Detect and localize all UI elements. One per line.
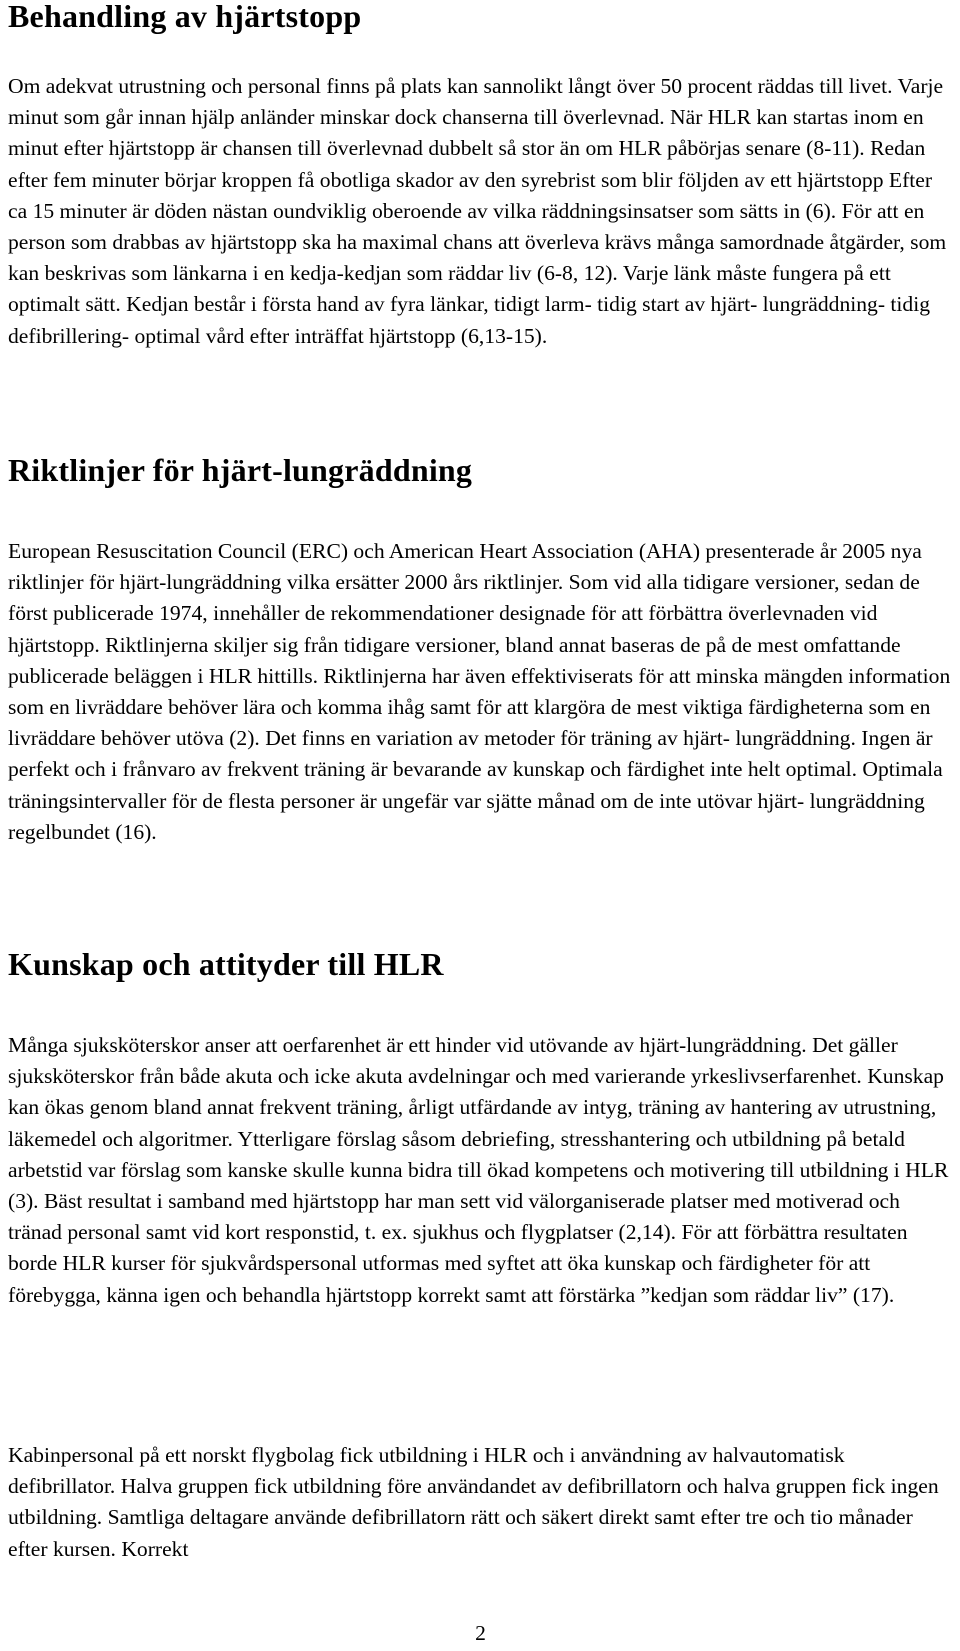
section-heading-riktlinjer: Riktlinjer för hjärt-lungräddning — [8, 452, 473, 488]
paragraph-behandling: Om adekvat utrustning och personal finns på plats kan sannolikt långt över 50 procent räddas till livet. Varje minut som går innan hjälp anländer minskar dock chanserna till överlevnad. När HLR kan startas inom en minut efter hjärtstopp är chansen till överlevnad dubbelt så stor än om HLR påbörjas senare (8-11). Redan efter fem minuter börjar kroppen få obotliga skador av den syrebrist som blir följden av ett hjärtstopp Efter ca 15 minuter är döden nästan oundviklig oberoende av vilka räddningsinsatser som sätts in (6). För att en person som drabbas av hjärtstopp ska ha maximal chans att överleva krävs många samordnade åtgärder, som kan beskrivas som länkarna i en kedja-kedjan som räddar liv (6-8, 12). Varje länk måste fungera på ett optimalt sätt. Kedjan består i första hand av fyra länkar, tidigt larm- tidig start av hjärt- lungräddning- tidig defibrillering- optimal vård efter inträffat hjärtstopp (6,13-15). — [8, 74, 947, 348]
section-heading-kunskap: Kunskap och attityder till HLR — [8, 946, 444, 982]
paragraph-kunskap-2: Kabinpersonal på ett norskt flygbolag fick utbildning i HLR och i användning av halvautomatisk defibrillator. Halva gruppen fick utbildning före användandet av defibrillatorn och halva gruppen fick ingen utbildning. Samtliga deltagare använde defibrillatorn rätt och säkert direkt samt efter tre och tio månader efter kursen. Korrekt — [8, 1443, 939, 1561]
paragraph-kunskap-1: Många sjuksköterskor anser att oerfarenhet är ett hinder vid utövande av hjärt-lungräddning. Det gäller sjuksköterskor från både akuta och icke akuta avdelningar och med varierande yrkeslivserfarenhet. Kunskap kan ökas genom bland annat frekvent träning, årligt utfärdande av intyg, träning av hantering av utrustning, läkemedel och algoritmer. Ytterligare förslag såsom debriefing, stresshantering och utbildning på betald arbetstid var förslag som kanske skulle kunna bidra till ökad kompetens och motivering till utbildning i HLR (3). Bäst resultat i samband med hjärtstopp har man sett vid välorganiserade platser med motiverad och tränad personal samt vid kort responstid, t. ex. sjukhus och flygplatser (2,14). För att förbättra resultaten borde HLR kurser för sjukvårdspersonal utformas med syftet att öka kunskap och färdigheter för att förebygga, känna igen och behandla hjärtstopp korrekt samt att förstärka ”kedjan som räddar liv” (17). — [8, 1033, 949, 1307]
paragraph-riktlinjer: European Resuscitation Council (ERC) och American Heart Association (AHA) presenterade år 2005 nya riktlinjer för hjärt-lungräddning vilka ersätter 2000 års riktlinjer. Som vid alla tidigare versioner, sedan de först publicerade 1974, innehåller de rekommendationer designade för att förbättra överlevnaden vid hjärtstopp. Riktlinjerna skiljer sig från tidigare versioner, bland annat baseras de på de mest omfattande publicerade beläggen i HLR hittills. Riktlinjerna har även effektiviserats för att minska mängden information som en livräddare behöver lära och komma ihåg samt för att klargöra de mest viktiga färdigheterna som en livräddare behöver utöva (2). Det finns en variation av metoder för träning av hjärt- lungräddning. Ingen är perfekt och i frånvaro av frekvent träning är bevarande av kunskap och färdighet inte helt optimal. Optimala träningsintervaller för de flesta personer är ungefär var sjätte månad om de inte utövar hjärt- lungräddning regelbundet (16). — [8, 539, 951, 844]
section-heading-behandling: Behandling av hjärtstopp — [8, 0, 362, 34]
page-number: 2 — [475, 1621, 486, 1645]
